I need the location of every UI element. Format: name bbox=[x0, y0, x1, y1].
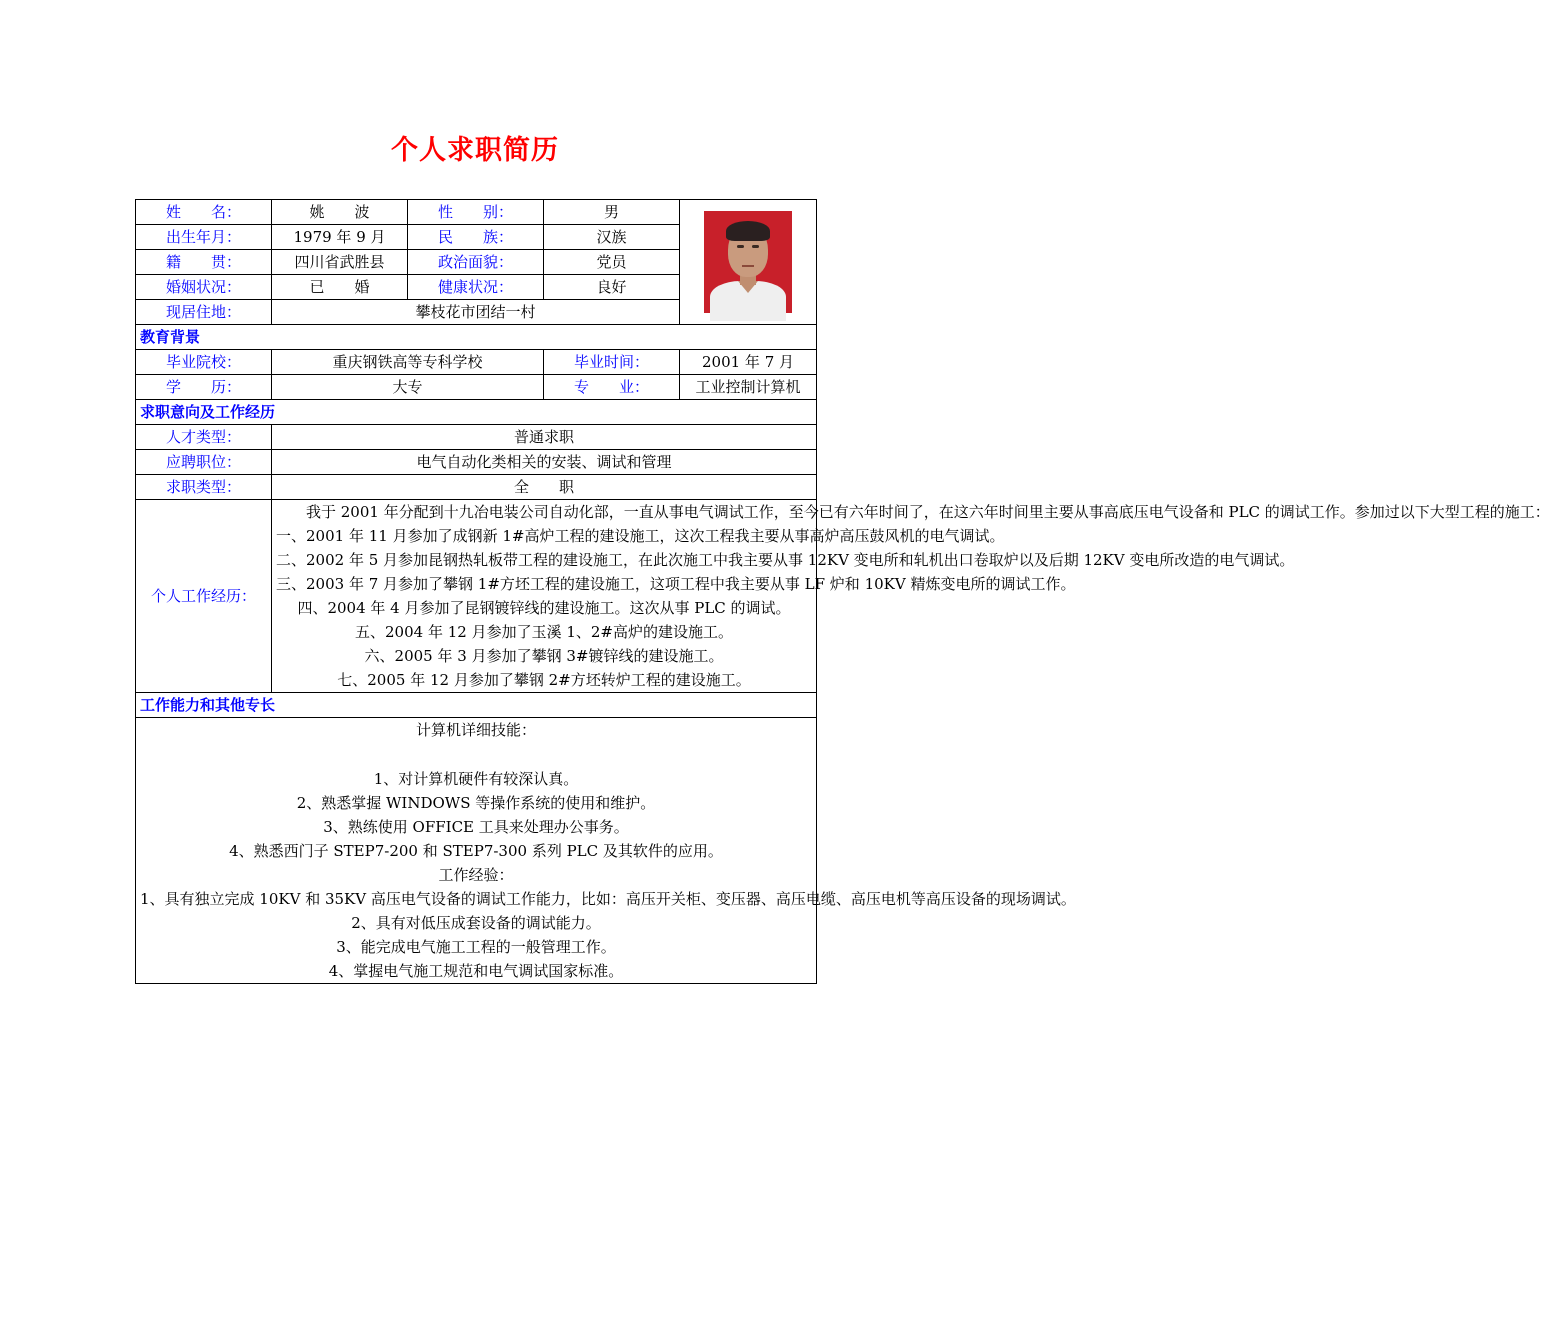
computer-skill-item: 4、熟悉西门子 STEP7-200 和 STEP7-300 系列 PLC 及其软件的应用。 bbox=[229, 842, 723, 860]
school-value: 重庆钢铁高等专科学校 bbox=[272, 350, 544, 375]
major-value: 工业控制计算机 bbox=[680, 375, 817, 400]
row-job-section bbox=[136, 400, 817, 425]
talent-value: 普通求职 bbox=[272, 425, 817, 450]
position-value: 电气自动化类相关的安装、调试和管理 bbox=[272, 450, 817, 475]
major-label: 专 业： bbox=[544, 375, 680, 400]
school-label: 毕业院校： bbox=[136, 350, 272, 375]
degree-label: 学 历： bbox=[136, 375, 272, 400]
computer-skill-item: 2、熟悉掌握 WINDOWS 等操作系统的使用和维护。 bbox=[296, 794, 656, 812]
experience-item: 一、2001 年 11 月参加了成钢新 1#高炉工程的建设施工，这次工程我主要从事高炉高压鼓风机的电气调试。 bbox=[276, 527, 1005, 545]
education-section-heading: 教育背景 bbox=[136, 325, 817, 350]
ethnic-label: 民 族： bbox=[408, 225, 544, 250]
jobtype-label: 求职类型： bbox=[136, 475, 272, 500]
row-name-gender bbox=[136, 200, 817, 225]
native-label: 籍 贯： bbox=[136, 250, 272, 275]
experience-intro: 我于 2001 年分配到十九冶电装公司自动化部，一直从事电气调试工作，至今已有六年时间了，在这六年时间里主要从事高底压电气设备和 PLC 的调试工作。参加过以下大型工程的施工： bbox=[306, 503, 1550, 521]
experience-item: 二、2002 年 5 月参加昆钢热轧板带工程的建设施工，在此次施工中我主要从事 12KV 变电所和轧机出口卷取炉以及后期 12KV 变电所改造的电气调试。 bbox=[276, 551, 1295, 569]
address-label: 现居住地： bbox=[136, 300, 272, 325]
jobtype-value: 全 职 bbox=[272, 475, 817, 500]
work-experience-heading: 工作经验： bbox=[438, 866, 514, 884]
address-value: 攀枝花市团结一村 bbox=[272, 300, 680, 325]
gradtime-value: 2001 年 7 月 bbox=[680, 350, 817, 375]
experience-item: 三、2003 年 7 月参加了攀钢 1#方坯工程的建设施工，这项工程中我主要从事 LF 炉和 10KV 精炼变电所的调试工作。 bbox=[276, 575, 1076, 593]
birth-value: 1979 年 9 月 bbox=[272, 225, 408, 250]
row-talent bbox=[136, 425, 817, 450]
political-value: 党员 bbox=[544, 250, 680, 275]
row-school bbox=[136, 350, 817, 375]
ethnic-value: 汉族 bbox=[544, 225, 680, 250]
gender-value: 男 bbox=[544, 200, 680, 225]
photo-cell bbox=[680, 200, 817, 325]
health-value: 良好 bbox=[544, 275, 680, 300]
skills-section-heading: 工作能力和其他专长 bbox=[136, 693, 817, 718]
computer-skills-heading: 计算机详细技能： bbox=[415, 721, 536, 739]
work-experience-item: 2、具有对低压成套设备的调试能力。 bbox=[351, 914, 601, 932]
marital-value: 已 婚 bbox=[272, 275, 408, 300]
degree-value: 大专 bbox=[272, 375, 544, 400]
gender-label: 性 别： bbox=[408, 200, 544, 225]
work-experience-item: 3、能完成电气施工工程的一般管理工作。 bbox=[336, 938, 616, 956]
name-value: 姚 波 bbox=[272, 200, 408, 225]
job-section-heading: 求职意向及工作经历 bbox=[136, 400, 817, 425]
name-label: 姓 名： bbox=[136, 200, 272, 225]
avatar bbox=[704, 211, 792, 313]
political-label: 政治面貌： bbox=[408, 250, 544, 275]
row-skills bbox=[136, 718, 817, 984]
experience-item: 七、2005 年 12 月参加了攀钢 2#方坯转炉工程的建设施工。 bbox=[337, 671, 751, 689]
computer-skill-item: 3、熟练使用 OFFICE 工具来处理办公事务。 bbox=[323, 818, 629, 836]
page-title: 个人求职简历 bbox=[391, 135, 559, 166]
experience-item: 六、2005 年 3 月参加了攀钢 3#镀锌线的建设施工。 bbox=[364, 647, 724, 665]
computer-skill-item: 1、对计算机硬件有较深认真。 bbox=[373, 770, 579, 788]
experience-content bbox=[272, 500, 1550, 693]
experience-item: 五、2004 年 12 月参加了玉溪 1、2#高炉的建设施工。 bbox=[355, 623, 733, 641]
birth-label: 出生年月： bbox=[136, 225, 272, 250]
row-education-section bbox=[136, 325, 817, 350]
health-label: 健康状况： bbox=[408, 275, 544, 300]
experience-item: 四、2004 年 4 月参加了昆钢镀锌线的建设施工。这次从事 PLC 的调试。 bbox=[297, 599, 791, 617]
row-jobtype bbox=[136, 475, 817, 500]
row-skills-section bbox=[136, 693, 817, 718]
row-position bbox=[136, 450, 817, 475]
row-experience bbox=[136, 500, 817, 693]
experience-label: 个人工作经历： bbox=[136, 500, 272, 693]
work-experience-item: 1、具有独立完成 10KV 和 35KV 高压电气设备的调试工作能力，比如：高压开关柜、变压器、高压电缆、高压电机等高压设备的现场调试。 bbox=[140, 890, 1076, 908]
native-value: 四川省武胜县 bbox=[272, 250, 408, 275]
position-label: 应聘职位： bbox=[136, 450, 272, 475]
talent-label: 人才类型： bbox=[136, 425, 272, 450]
skills-content bbox=[136, 718, 1076, 984]
resume-table bbox=[135, 199, 1550, 984]
gradtime-label: 毕业时间： bbox=[544, 350, 680, 375]
row-degree bbox=[136, 375, 817, 400]
work-experience-item: 4、掌握电气施工规范和电气调试国家标准。 bbox=[328, 962, 624, 980]
marital-label: 婚姻状况： bbox=[136, 275, 272, 300]
